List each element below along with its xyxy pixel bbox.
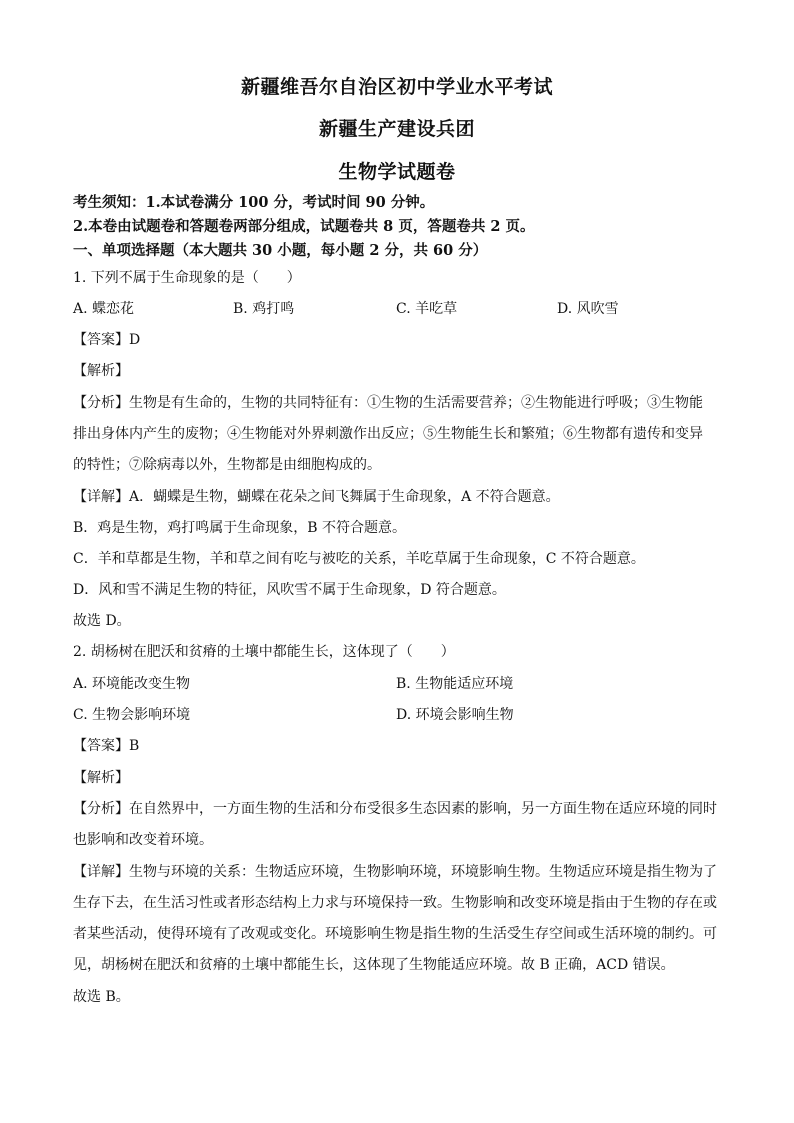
q1-option-d: D. 风吹雪 [557,301,619,317]
q2-detail-line: 者某些活动，使得环境有了改观或变化。环境影响生物是指生物的生活受生存空间或生活环境的制约。可 [73,926,717,942]
q2-detail-line: 故选 B。 [73,989,130,1005]
exam-subtitle: 新疆生产建设兵团 [318,118,475,140]
section-heading: 一、单项选择题（本大题共 30 小题，每小题 2 分，共 60 分） [73,242,488,259]
q1-option-c: C. 羊吃草 [396,301,458,317]
q1-stem: 1. 下列不属于生命现象的是（ ） [73,270,301,286]
q2-detail-line: 【详解】生物与环境的关系：生物适应环境，生物影响环境，环境影响生物。生物适应环境是指生物为了 [73,864,717,880]
notice-line-2: 2.本卷由试题卷和答题卷两部分组成，试题卷共 8 页，答题卷共 2 页。 [73,218,535,235]
q2-detail-line: 生存下去，在生活习性或者形态结构上力求与环境保持一致。生物影响和改变环境是指由于生物的存在或 [73,895,717,911]
q1-detail-line: 【详解】A．蝴蝶是生物，蝴蝶在花朵之间飞舞属于生命现象，A 不符合题意。 [73,489,560,505]
q1-detail-line: 故选 D。 [73,613,131,629]
q1-option-a: A. 蝶恋花 [73,301,135,317]
exam-title: 新疆维吾尔自治区初中学业水平考试 [240,76,553,98]
q2-analysis-label: 【解析】 [73,770,129,786]
q2-stem: 2. 胡杨树在肥沃和贫瘠的土壤中都能生长，这体现了（ ） [73,644,455,660]
q1-analysis-line: 排出身体内产生的废物；④生物能对外界刺激作出反应；⑤生物能生长和繁殖；⑥生物都有遗传和变异 [73,426,703,442]
q2-option-b: B. 生物能适应环境 [396,676,514,692]
q1-answer: 【答案】D [73,332,141,348]
q2-answer: 【答案】B [73,738,140,754]
exam-subject: 生物学试题卷 [338,161,456,183]
q2-option-d: D. 环境会影响生物 [396,707,514,723]
q2-analysis-line: 也影响和改变着环境。 [73,832,213,848]
q1-detail-line: D．风和雪不满足生物的特征，风吹雪不属于生命现象，D 符合题意。 [73,582,506,598]
q1-analysis-label: 【解析】 [73,363,129,379]
q1-analysis-line: 的特性；⑦除病毒以外，生物都是由细胞构成的。 [73,457,381,473]
q2-analysis-line: 【分析】在自然界中，一方面生物的生活和分布受很多生态因素的影响，另一方面生物在适应环境的同时 [73,801,717,817]
q2-option-a: A. 环境能改变生物 [73,676,191,692]
q2-option-c: C. 生物会影响环境 [73,707,191,723]
q2-detail-line: 见，胡杨树在肥沃和贫瘠的土壤中都能生长，这体现了生物能适应环境。故 B 正确，ACD 错误。 [73,957,675,973]
q1-detail-line: C．羊和草都是生物，羊和草之间有吃与被吃的关系，羊吃草属于生命现象，C 不符合题意。 [73,551,645,567]
q1-analysis-line: 【分析】生物是有生命的，生物的共同特征有：①生物的生活需要营养；②生物能进行呼吸；③生物能 [73,395,703,411]
notice-line-1: 考生须知：1.本试卷满分 100 分，考试时间 90 分钟。 [73,194,435,211]
q1-option-b: B. 鸡打鸣 [233,301,295,317]
q1-detail-line: B．鸡是生物，鸡打鸣属于生命现象，B 不符合题意。 [73,520,407,536]
